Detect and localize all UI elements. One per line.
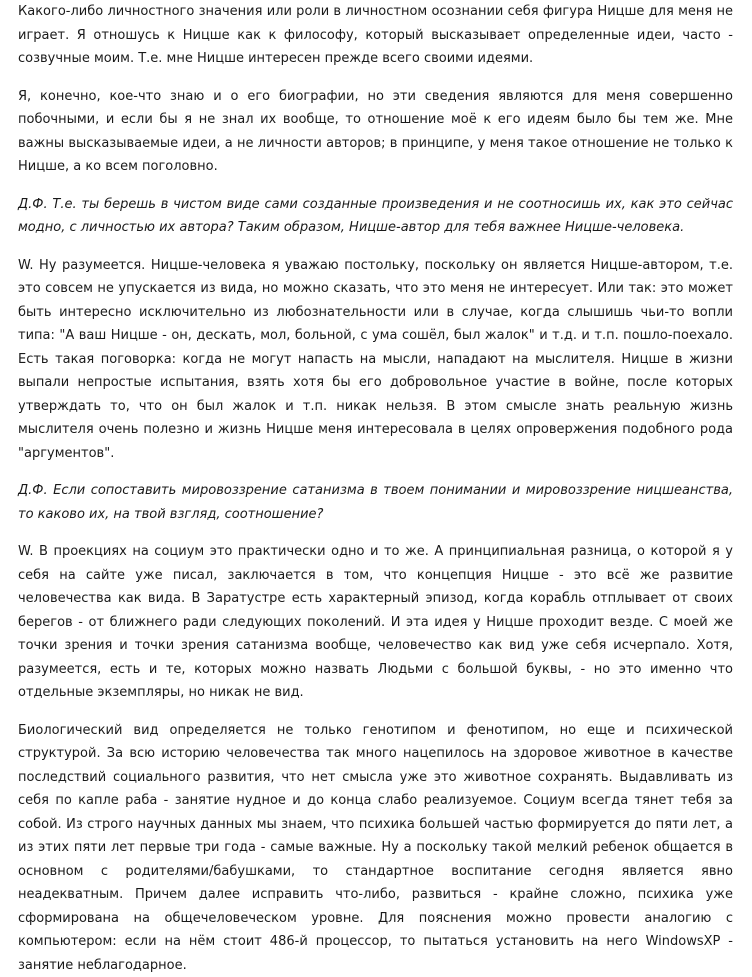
- paragraph-answer: Я, конечно, кое-что знаю и о его биографии, но эти сведения являются для меня совершенно побочными, и если бы я не знал их вообще, то отношение моё к его идеям было бы тем же. Мне важны высказываемые идеи, а не личности авторов; в принципе, у меня такое отношение не только к Ницше, а ко всем поголовно.: [18, 85, 733, 179]
- paragraph-question: Д.Ф. Если сопоставить мировоззрение сатанизма в твоем понимании и мировоззрение ницшеанства, то каково их, на твой взгляд, соотношение?: [18, 479, 733, 526]
- paragraph-answer: W. Ну разумеется. Ницше-человека я уважаю постольку, поскольку он является Ницше-автором, т.е. это совсем не упускается из вида, но можно сказать, что это меня не интересует. Или так: это может быть интересно исключительно из любознательности или в случае, когда слышишь чьи-то вопли типа: "А ваш Ницше - он, дескать, мол, больной, с ума сошёл, был жалок" и т.д. и т.п. пошло-поехало. Есть такая поговорка: когда не могут напасть на мысли, нападают на мыслителя. Ницше в жизни выпали непростые испытания, взять хотя бы его добровольное участие в войне, после которых утверждать то, что он был жалок и т.п. никак нельзя. В этом смысле знать реальную жизнь мыслителя очень полезно и жизнь Ницше меня интересовала в целях опровержения подобного рода "аргументов".: [18, 254, 733, 466]
- paragraph-answer: Какого-либо личностного значения или роли в личностном осознании себя фигура Ницше для меня не играет. Я отношусь к Ницше как к философу, который высказывает определенные идеи, часто - созвучные моим. Т.е. мне Ницше интересен прежде всего своими идеями.: [18, 0, 733, 71]
- paragraph-answer: W. В проекциях на социум это практически одно и то же. А принципиальная разница, о которой я у себя на сайте уже писал, заключается в том, что концепция Ницше - это всё же развитие человечества как вида. В Заратустре есть характерный эпизод, когда корабль отплывает от своих берегов - от ближнего ради следующих поколений. И эта идея у Ницше проходит везде. С моей же точки зрения и точки зрения сатанизма вообще, человечество как вид уже себя исчерпало. Хотя, разумеется, есть и те, которых можно назвать Людьми с большой буквы, - но это именно что отдельные экземпляры, но никак не вид.: [18, 540, 733, 705]
- paragraph-question: Д.Ф. Т.е. ты берешь в чистом виде сами созданные произведения и не соотносишь их, как это сейчас модно, с личностью их автора? Таким образом, Ницше-автор для тебя важнее Ницше-человека.: [18, 193, 733, 240]
- paragraph-answer: Биологический вид определяется не только генотипом и фенотипом, но еще и психической структурой. За всю историю человечества так много нацепилось на здоровое животное в качестве последствий социального развития, что нет смысла уже это животное сохранять. Выдавливать из себя по капле раба - занятие нудное и до конца слабо реализуемое. Социум всегда тянет тебя за собой. Из строго научных данных мы знаем, что психика большей частью формируется до пяти лет, а из этих пяти лет первые три года - самые важные. Ну а поскольку такой мелкий ребенок общается в основном с родителями/бабушками, то стандартное воспитание сегодня является явно неадекватным. Причем далее исправить что-либо, развиться - крайне сложно, психика уже сформирована на общечеловеческом уровне. Для пояснения можно провести аналогию с компьютером: если на нём стоит 486-й процессор, то пытаться установить на него WindowsXP - занятие неблагодарное.: [18, 719, 733, 977]
